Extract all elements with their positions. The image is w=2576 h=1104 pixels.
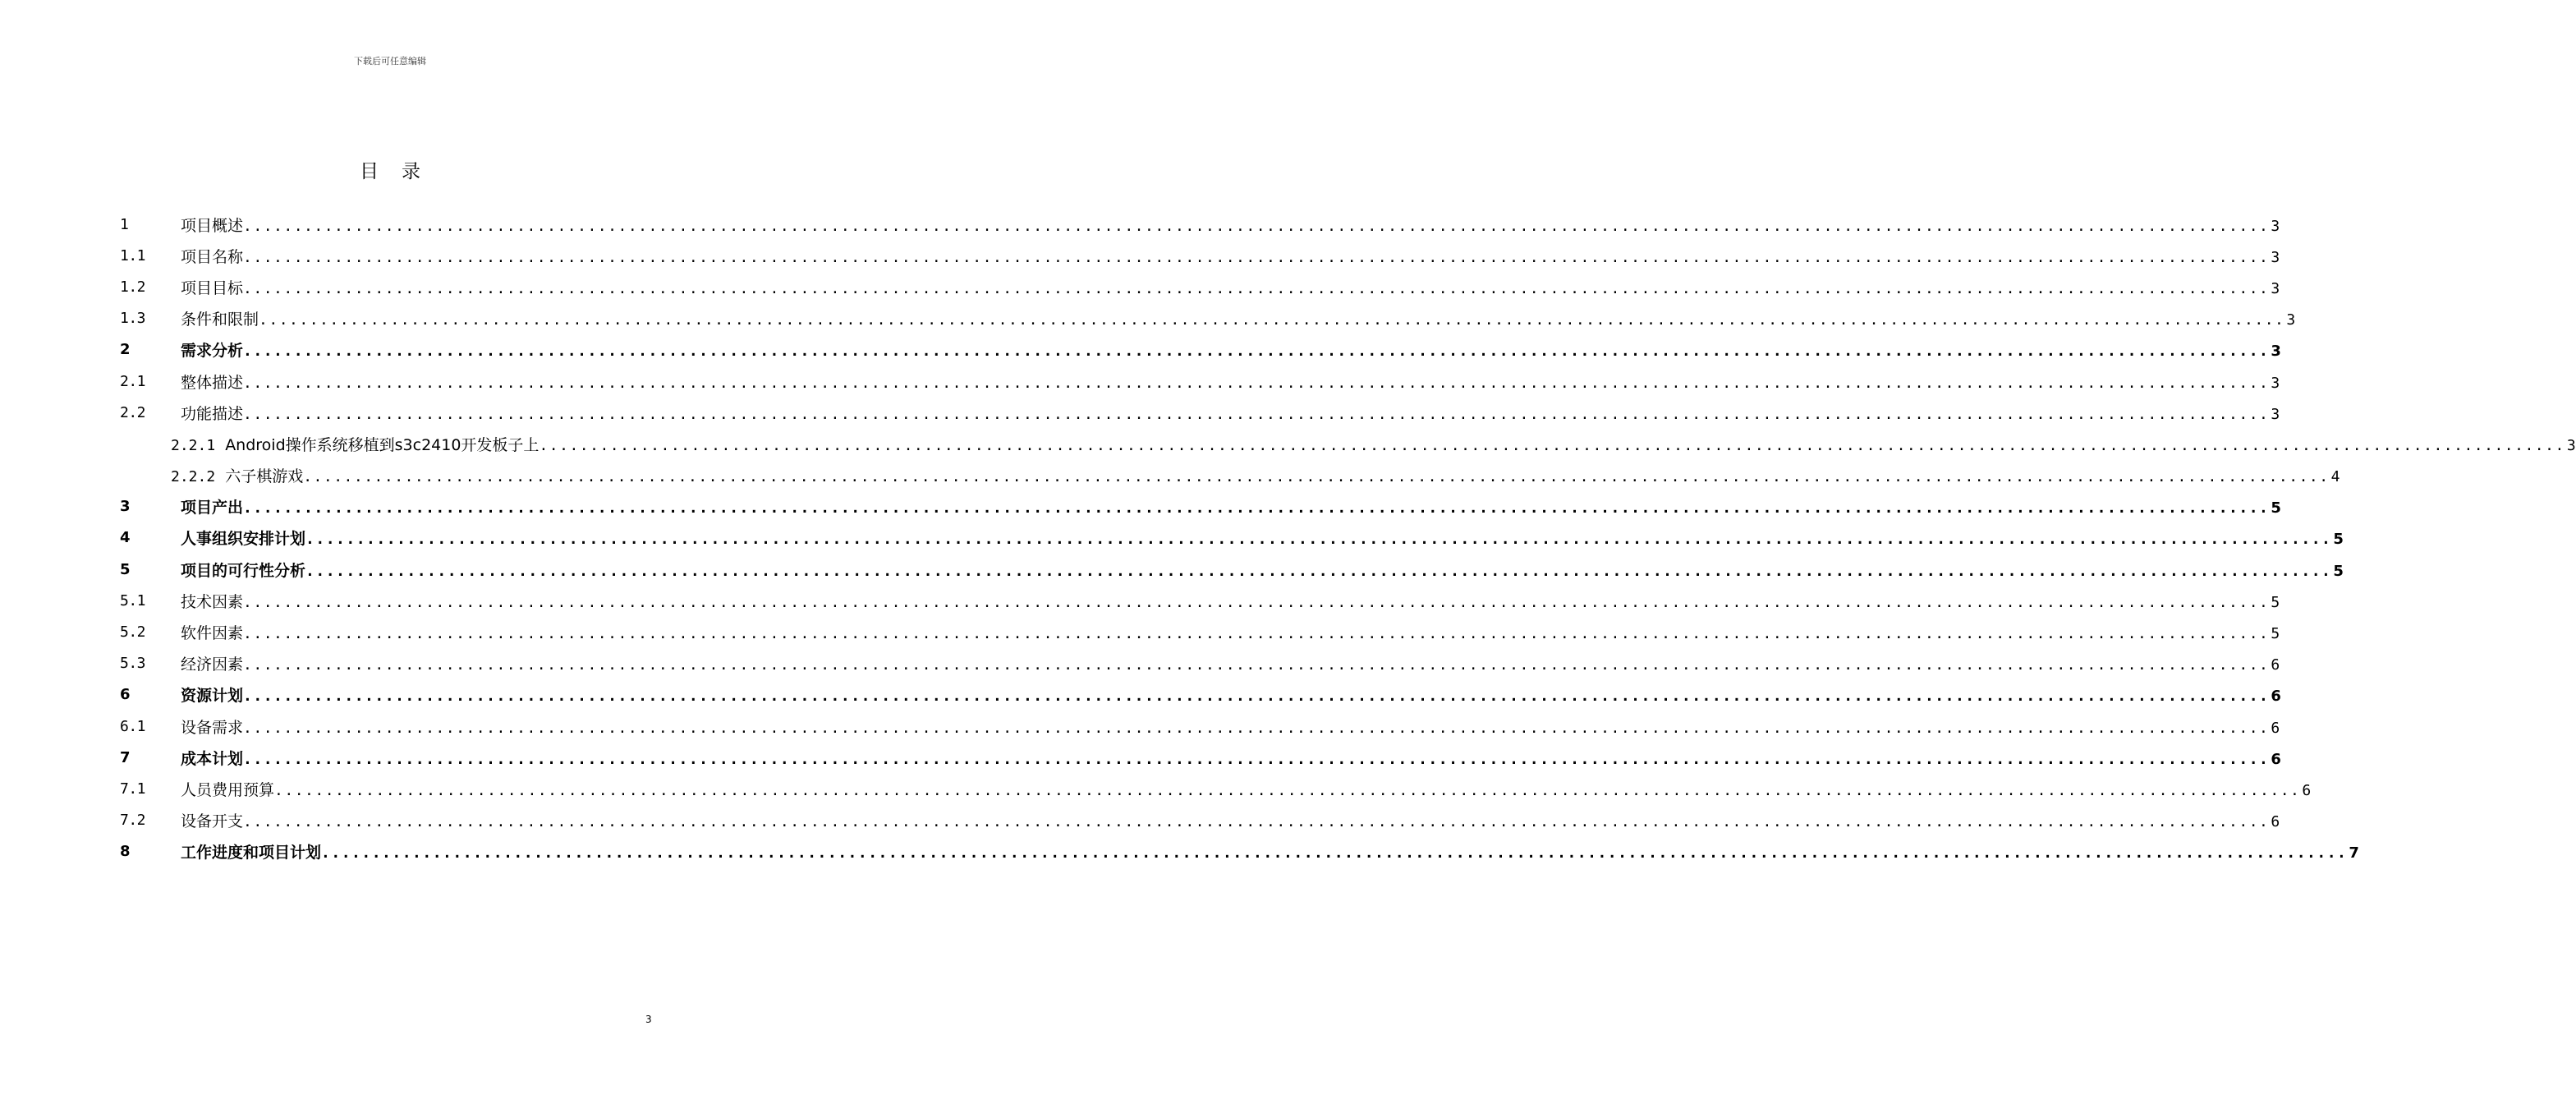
toc-entry-page: 6 [2271, 719, 2280, 737]
toc-entry-body [181, 495, 2281, 518]
toc-entry-label: 项目名称 [181, 247, 244, 266]
dot-leader: ........................................................................................................................................................................................................ [243, 656, 2270, 674]
toc-entry[interactable] [120, 397, 2280, 428]
toc-entry-number: 2.1 [120, 372, 146, 390]
toc-entry-body [181, 683, 2281, 706]
toc-entry-label: 工作进度和项目计划 [181, 844, 322, 862]
dot-leader: ........................................................................................................................................................................................................ [243, 343, 2270, 361]
toc-entry-body [181, 559, 2344, 581]
toc-entry-page: 5 [2271, 625, 2280, 643]
toc-entry[interactable] [120, 209, 2280, 240]
toc-entry-number: 5.3 [120, 655, 146, 673]
toc-entry-body [181, 402, 2280, 424]
dot-leader: ........................................................................................................................................................................................................ [243, 688, 2270, 706]
toc-entry-body [181, 276, 2280, 298]
toc-title: 目录 [360, 161, 443, 182]
table-of-contents [120, 209, 2576, 867]
dot-leader: ........................................................................................................................................................................................................ [539, 436, 2565, 454]
toc-entry-page: 3 [2271, 343, 2281, 361]
toc-entry[interactable] [120, 742, 2281, 773]
page-number: 3 [645, 1014, 652, 1025]
dot-leader: ........................................................................................................................................................................................................ [243, 217, 2270, 235]
toc-entry-body [181, 715, 2280, 738]
dot-leader: ........................................................................................................................................................................................................ [243, 593, 2270, 611]
toc-entry[interactable] [120, 648, 2280, 679]
toc-entry-number: 6 [120, 686, 131, 704]
toc-entry-label: 功能描述 [181, 404, 244, 423]
toc-entry[interactable] [120, 271, 2280, 302]
dot-leader: ........................................................................................................................................................................................................ [305, 531, 2332, 549]
toc-entry-label: 人员费用预算 [181, 780, 275, 799]
toc-entry-page: 5 [2271, 593, 2280, 611]
toc-entry[interactable] [120, 679, 2281, 711]
toc-entry-label: 项目目标 [181, 278, 244, 297]
toc-entry[interactable] [120, 773, 2312, 804]
toc-entry-body [181, 778, 2312, 800]
toc-entry-label: 项目概述 [181, 216, 244, 235]
toc-entry-body [181, 621, 2280, 643]
toc-entry-page: 3 [2271, 279, 2280, 297]
toc-entry-body [171, 433, 2576, 455]
dot-leader: ........................................................................................................................................................................................................ [274, 781, 2301, 799]
toc-entry-label: 整体描述 [181, 373, 244, 392]
toc-entry-body [181, 652, 2280, 674]
toc-entry-number: 2.2.1 [171, 436, 216, 454]
toc-entry-page: 6 [2302, 781, 2312, 799]
dot-leader: ........................................................................................................................................................................................................ [243, 499, 2270, 518]
toc-entry-body [181, 809, 2280, 831]
toc-entry-body [181, 338, 2281, 361]
toc-entry-number: 5.2 [120, 623, 146, 642]
toc-entry-label: 项目产出 [181, 499, 244, 518]
toc-entry-number: 1.3 [120, 310, 146, 328]
toc-entry-number: 5 [120, 560, 131, 578]
toc-entry[interactable] [120, 554, 2344, 585]
page-header: 下载后可任意编辑 [354, 56, 426, 67]
toc-entry-label: 六子棋游戏 [225, 467, 304, 486]
toc-entry-number: 1 [120, 215, 129, 233]
toc-entry-page: 4 [2330, 468, 2340, 486]
dot-leader: ........................................................................................................................................................................................................ [243, 813, 2270, 831]
toc-entry-page: 3 [2271, 248, 2280, 266]
toc-entry-page: 3 [2271, 217, 2280, 235]
toc-entry-body [181, 214, 2280, 236]
toc-entry-number: 7.1 [120, 780, 146, 798]
toc-entry[interactable] [120, 303, 2296, 334]
toc-entry[interactable] [120, 805, 2280, 836]
toc-entry-number: 8 [120, 843, 131, 861]
toc-entry[interactable] [120, 616, 2280, 647]
toc-entry-number: 2.2 [120, 403, 146, 421]
dot-leader: ........................................................................................................................................................................................................ [303, 468, 2330, 486]
toc-entry-page: 6 [2271, 750, 2281, 768]
dot-leader: ........................................................................................................................................................................................................ [305, 562, 2332, 580]
toc-entry-number: 3 [120, 498, 131, 516]
toc-entry-label: 软件因素 [181, 624, 244, 643]
toc-entry-number: 2 [120, 341, 131, 359]
dot-leader: ........................................................................................................................................................................................................ [243, 625, 2270, 643]
toc-entry-label: 设备开支 [181, 812, 244, 831]
toc-entry-body [181, 307, 2296, 329]
toc-entry-label: Android操作系统移植到s3c2410开发板子上 [225, 435, 540, 454]
dot-leader: ........................................................................................................................................................................................................ [243, 405, 2270, 423]
toc-entry-number: 7.2 [120, 812, 146, 830]
toc-entry-page: 5 [2333, 531, 2344, 549]
toc-entry-page: 3 [2271, 374, 2280, 392]
toc-entry[interactable] [120, 522, 2344, 554]
toc-entry-label: 人事组织安排计划 [181, 530, 306, 549]
toc-entry-label: 条件和限制 [181, 310, 259, 329]
toc-entry-number: 6.1 [120, 717, 146, 735]
toc-entry-page: 7 [2349, 844, 2359, 862]
toc-entry-page: 6 [2271, 813, 2280, 831]
dot-leader: ........................................................................................................................................................................................................ [243, 248, 2270, 266]
toc-entry-number: 2.2.2 [171, 468, 216, 486]
toc-entry[interactable] [120, 334, 2281, 366]
toc-entry-page: 3 [2271, 405, 2280, 423]
toc-entry[interactable] [120, 366, 2280, 397]
toc-entry-page: 6 [2271, 656, 2280, 674]
toc-entry-label: 技术因素 [181, 592, 244, 611]
dot-leader: ........................................................................................................................................................................................................ [243, 374, 2270, 392]
toc-entry-body [181, 527, 2344, 549]
toc-entry-page: 5 [2333, 562, 2344, 580]
toc-entry-body [181, 747, 2281, 769]
toc-entry-page: 6 [2271, 688, 2281, 706]
toc-entry-label: 经济因素 [181, 656, 244, 674]
toc-entry[interactable] [120, 711, 2280, 742]
dot-leader: ........................................................................................................................................................................................................ [243, 719, 2270, 737]
toc-entry-number: 4 [120, 529, 131, 547]
toc-entry-label: 需求分析 [181, 342, 244, 361]
toc-entry[interactable] [120, 491, 2281, 522]
toc-entry-page: 3 [2566, 436, 2576, 454]
dot-leader: ........................................................................................................................................................................................................ [243, 750, 2270, 768]
toc-entry[interactable] [120, 428, 2576, 459]
toc-entry-label: 设备需求 [181, 718, 244, 737]
toc-entry-number: 5.1 [120, 591, 146, 610]
toc-entry[interactable] [120, 240, 2280, 271]
dot-leader: ........................................................................................................................................................................................................ [321, 844, 2348, 862]
toc-entry-body [181, 370, 2280, 393]
toc-entry[interactable] [120, 585, 2280, 616]
toc-entry-label: 成本计划 [181, 749, 244, 768]
toc-entry[interactable] [120, 836, 2359, 867]
toc-entry-body [181, 590, 2280, 612]
dot-leader: ........................................................................................................................................................................................................ [243, 279, 2270, 297]
toc-entry-label: 项目的可行性分析 [181, 561, 306, 580]
toc-entry-number: 1.2 [120, 278, 146, 296]
toc-entry-label: 资源计划 [181, 687, 244, 706]
toc-entry-page: 5 [2271, 499, 2281, 518]
toc-entry-body [181, 840, 2359, 862]
dot-leader: ........................................................................................................................................................................................................ [259, 311, 2285, 329]
toc-entry-number: 1.1 [120, 246, 146, 264]
toc-entry-body [171, 464, 2340, 486]
toc-entry[interactable] [120, 460, 2340, 491]
toc-entry-page: 3 [2286, 311, 2296, 329]
toc-entry-body [181, 245, 2280, 267]
toc-entry-number: 7 [120, 748, 131, 766]
